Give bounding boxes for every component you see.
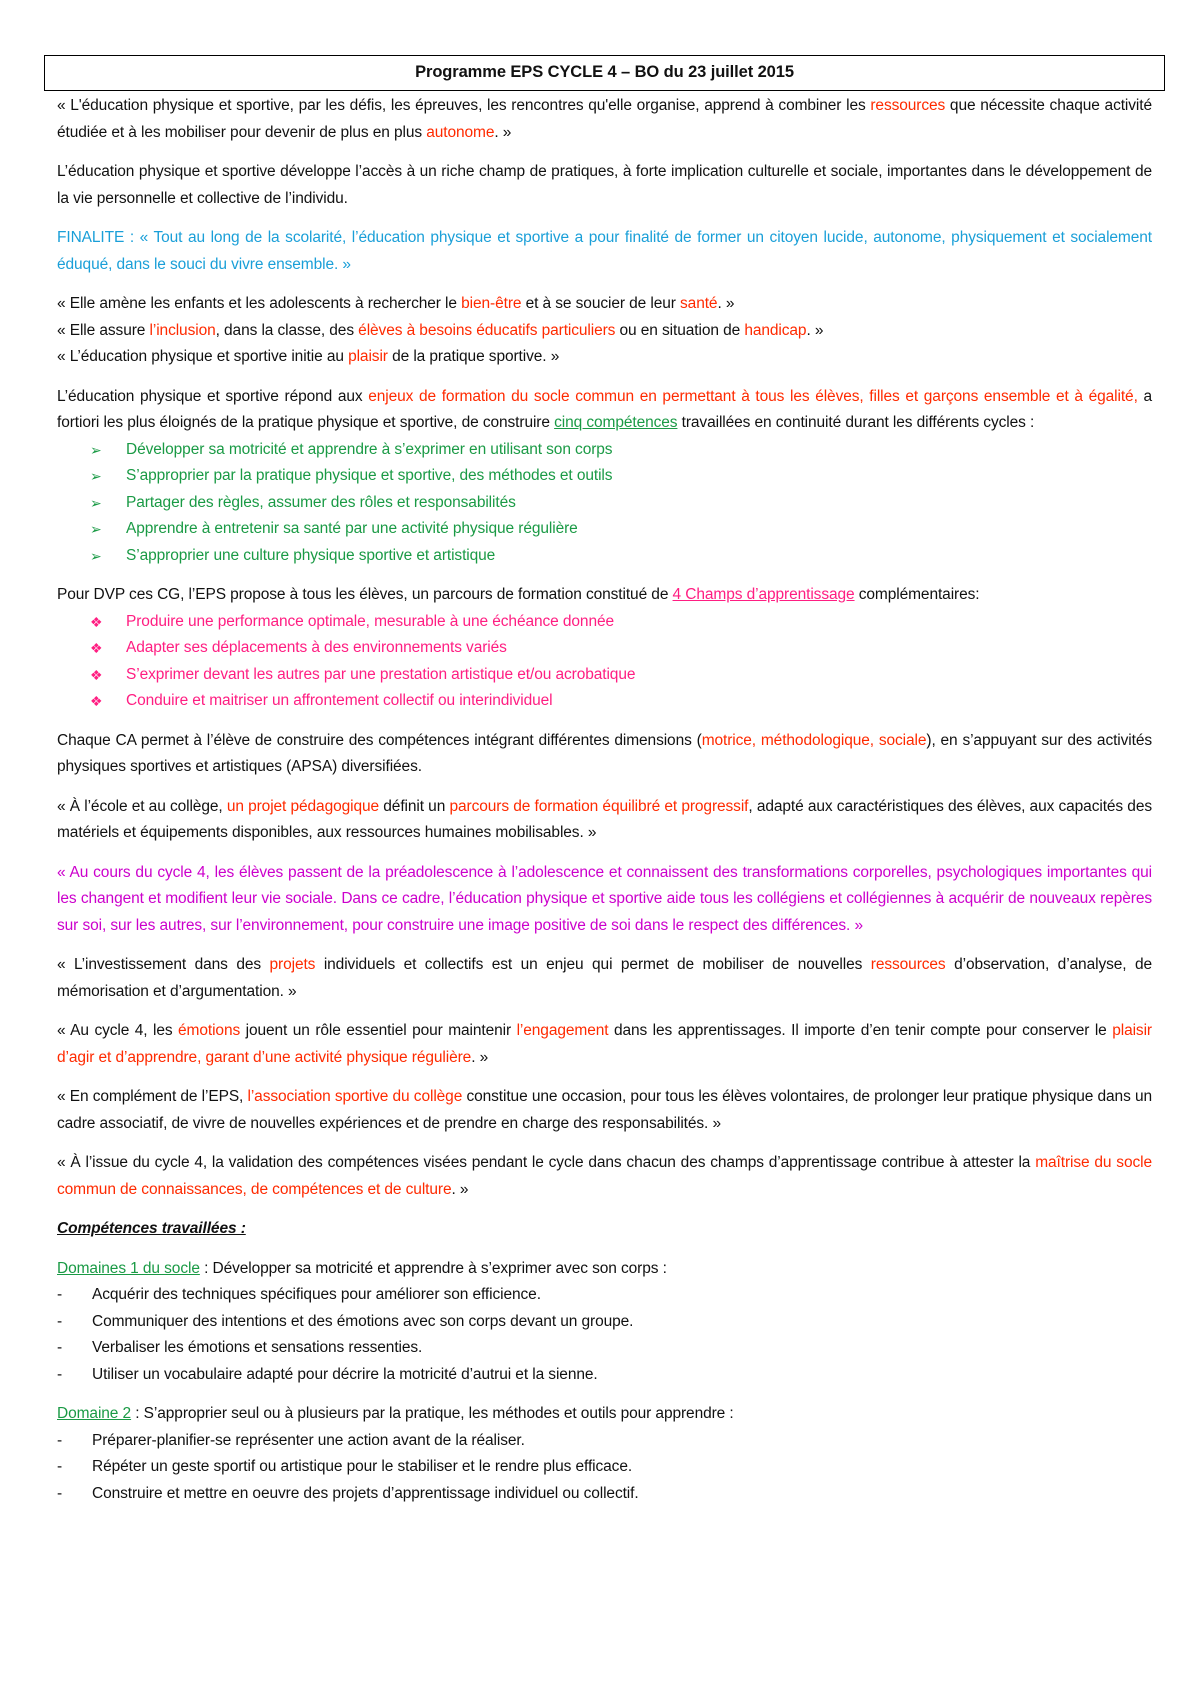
list-item: ❖ S’exprimer devant les autres par une prestation artistique et/ou acrobatique — [57, 662, 1152, 689]
arrow-bullet-icon: ➢ — [90, 494, 102, 511]
paragraph-association: « En complément de l’EPS, l’association sportive du collège constitue une occasion, pour tous les élèves volontaires, de prolonger leur pratique physique dans un cadre associatif, de vivre de nouvelles expériences et de prendre en charge des responsabilités. » — [57, 1088, 1152, 1132]
list-item: - Utiliser un vocabulaire adapté pour décrire la motricité d’autrui et la sienne. — [57, 1362, 1152, 1389]
domaine1-heading: Domaines 1 du socle : Développer sa motricité et apprendre à s’exprimer avec son corps : — [57, 1259, 667, 1277]
paragraph-dimensions: Chaque CA permet à l’élève de construire des compétences intégrant différentes dimensions (motrice, méthodologique, sociale), en s’appuyant sur des activités physiques sportives et artistiques (APSA) diversifiées. — [57, 731, 1153, 775]
list-item: ➢ Apprendre à entretenir sa santé par une activité physique régulière — [57, 516, 1152, 543]
quote-inclusion: « Elle assure l’inclusion, dans la classe, des élèves à besoins éducatifs particuliers ou en situation de handicap. » — [57, 321, 824, 339]
paragraph-emotions: « Au cycle 4, les émotions jouent un rôle essentiel pour maintenir l’engagement dans les apprentissages. Il importe d’en tenir compte pour conserver le plaisir d’agir et d’apprendre, garant d’une activité physique régulière. » — [57, 1022, 1152, 1066]
domaine1-list — [57, 1282, 1152, 1388]
list-item: - Communiquer des intentions et des émotions avec son corps devant un groupe. — [57, 1309, 1152, 1336]
paragraph-enjeux: L’éducation physique et sportive répond aux enjeux de formation du socle commun en permettant à tous les élèves, filles et garçons ensemble et à égalité, a fortiori les plus éloignés de la pratique physique et sportive, de construire cinq compétences travaillées en continuité durant les différents cycles : — [57, 387, 1152, 431]
diamond-bullet-icon: ❖ — [90, 693, 103, 709]
list-item: ❖ Conduire et maitriser un affrontement collectif ou interindividuel — [57, 688, 1152, 715]
list-item: - Construire et mettre en oeuvre des projets d’apprentissage individuel ou collectif. — [57, 1481, 1152, 1508]
paragraph-champs-intro: Pour DVP ces CG, l’EPS propose à tous les élèves, un parcours de formation constitué de 4 Champs d’apprentissage complémentaires: — [57, 586, 980, 603]
diamond-bullet-icon: ❖ — [90, 613, 103, 630]
arrow-bullet-icon: ➢ — [90, 547, 102, 564]
arrow-bullet-icon: ➢ — [90, 441, 102, 458]
competences-heading: Compétences travaillées : — [57, 1220, 246, 1237]
arrow-bullet-icon: ➢ — [90, 468, 102, 484]
dash-bullet-icon: - — [57, 1431, 63, 1449]
document-title: Programme EPS CYCLE 4 – BO du 23 juillet 2015 — [44, 55, 1165, 91]
dash-bullet-icon: - — [57, 1365, 63, 1383]
domaine2-list — [57, 1428, 1152, 1508]
list-item: - Répéter un geste sportif ou artistique pour le stabiliser et le rendre plus efficace. — [57, 1454, 1152, 1481]
paragraph-intro: « L'éducation physique et sportive, par les défis, les épreuves, les rencontres qu'elle organise, apprend à combiner les ressources que nécessite chaque activité étudiée et à les mobiliser pour devenir de plus en plus autonome. » — [57, 97, 1152, 141]
finalite-label: FINALITE — [57, 229, 125, 246]
paragraph-cycle4: « Au cours du cycle 4, les élèves passent de la préadolescence à l’adolescence et connaissent des transformations corporelles, psychologiques importantes qui les changent et modifient leur vie sociale. Dans ce cadre, l’éducation physique et sportive aide tous les collégiens et collégiennes à acquérir de nouveaux repères sur soi, sur les autres, sur l’environnement, pour construire une image positive de soi dans le respect des différences. » — [57, 863, 1152, 934]
paragraph-finalite: FINALITE : « Tout au long de la scolarité, l’éducation physique et sportive a pour finalité de former un citoyen lucide, autonome, physiquement et socialement éduqué, dans le souci du vivre ensemble. » — [57, 229, 1152, 273]
domaine2-heading: Domaine 2 : S’approprier seul ou à plusieurs par la pratique, les méthodes et outils pour apprendre : — [57, 1405, 734, 1422]
quote-bien-etre: « Elle amène les enfants et les adolescents à rechercher le bien-être et à se soucier de leur santé. » — [57, 295, 735, 312]
arrow-bullet-icon: ➢ — [90, 521, 102, 537]
dash-bullet-icon: - — [57, 1484, 63, 1502]
champs-list — [57, 609, 1152, 715]
list-item: ➢ S’approprier une culture physique sportive et artistique — [57, 543, 1152, 570]
quote-plaisir: « L’éducation physique et sportive initie au plaisir de la pratique sportive. » — [57, 348, 560, 365]
list-item: ➢ S’approprier par la pratique physique et sportive, des méthodes et outils — [57, 463, 1152, 490]
paragraph-validation: « À l’issue du cycle 4, la validation des compétences visées pendant le cycle dans chacun des champs d’apprentissage contribue à attester la maîtrise du socle commun de connaissances, de compétences et de culture. » — [57, 1154, 1152, 1198]
list-item: - Verbaliser les émotions et sensations ressenties. — [57, 1335, 1152, 1362]
dash-bullet-icon: - — [57, 1286, 63, 1303]
diamond-bullet-icon: ❖ — [90, 640, 103, 656]
paragraph-acces: L’éducation physique et sportive développe l’accès à un riche champ de pratiques, à forte implication culturelle et sociale, importantes dans le développement de la vie personnelle et collective de l’individu. — [57, 163, 1152, 207]
paragraph-projet: « À l’école et au collège, un projet pédagogique définit un parcours de formation équilibré et progressif, adapté aux caractéristiques des élèves, aux capacités des matériels et équipements disponibles, aux ressources humaines mobilisables. » — [57, 797, 1152, 841]
list-item: ❖ Adapter ses déplacements à des environnements variés — [57, 635, 1152, 662]
list-item: - Préparer-planifier-se représenter une action avant de la réaliser. — [57, 1428, 1152, 1455]
list-item: ➢ Développer sa motricité et apprendre à s’exprimer en utilisant son corps — [57, 437, 1152, 464]
dash-bullet-icon: - — [57, 1312, 63, 1330]
list-item: - Acquérir des techniques spécifiques pour améliorer son efficience. — [57, 1282, 1152, 1309]
list-item: ➢ Partager des règles, assumer des rôles et responsabilités — [57, 490, 1152, 517]
dash-bullet-icon: - — [57, 1458, 63, 1475]
quotes-block — [57, 291, 1152, 371]
list-item: ❖ Produire une performance optimale, mesurable à une échéance donnée — [57, 609, 1152, 636]
diamond-bullet-icon: ❖ — [90, 666, 103, 683]
competences-list — [57, 437, 1152, 570]
paragraph-investissement: « L’investissement dans des projets individuels et collectifs est un enjeu qui permet de mobiliser de nouvelles ressources d’observation, d’analyse, de mémorisation et d’argumentation. » — [57, 956, 1152, 1000]
dash-bullet-icon: - — [57, 1339, 63, 1356]
document-page — [57, 55, 1152, 1520]
